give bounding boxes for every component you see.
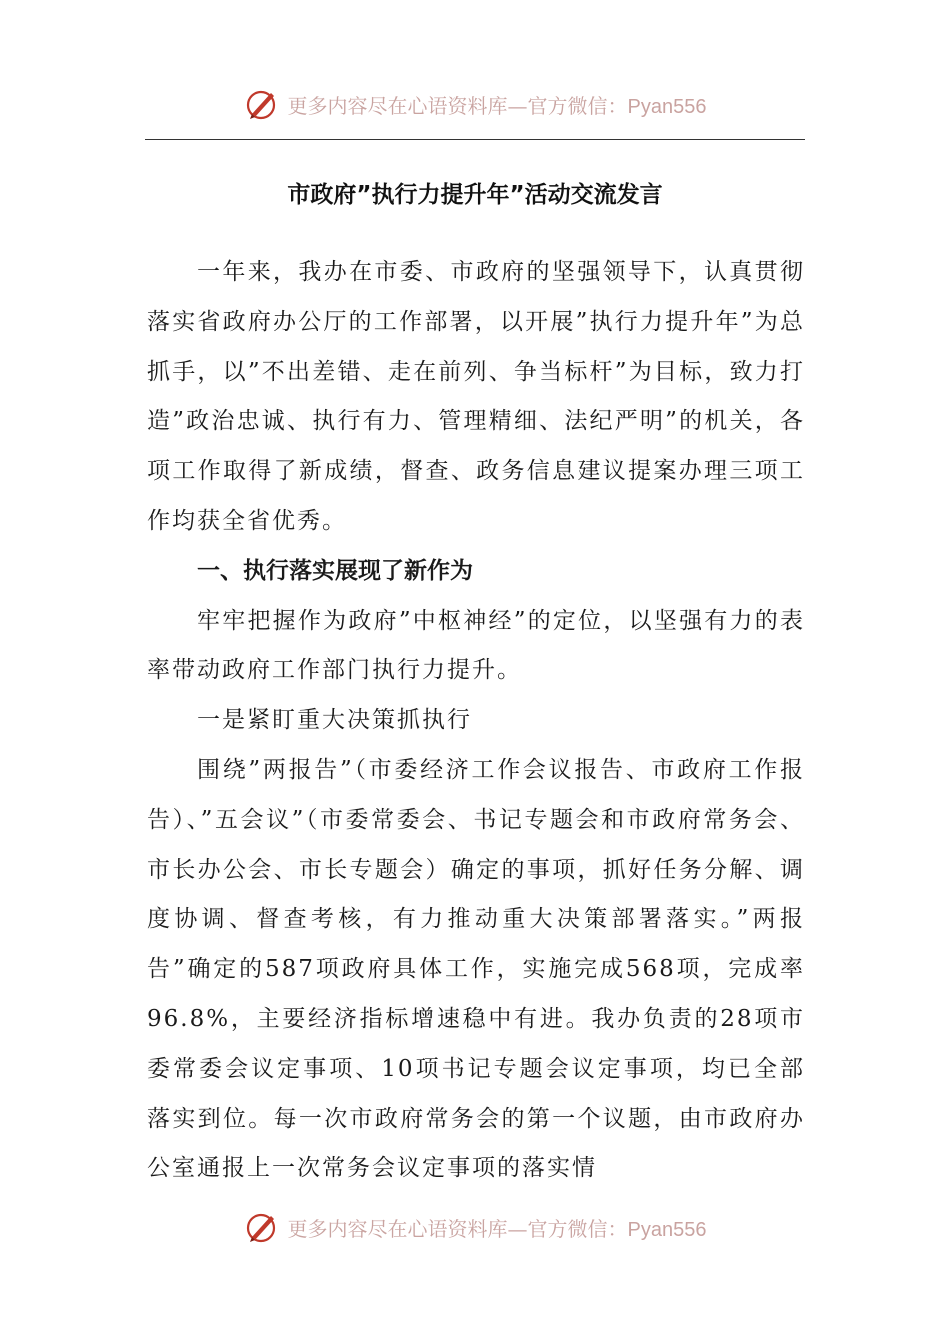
paragraph-intro: 一年来，我办在市委、市政府的坚强领导下，认真贯彻落实省政府办公厅的工作部署，以开展”执行力提升年”为总抓手，以”不出差错、走在前列、争当标杆”为目标，致力打造”政治忠诚、执行有力、管理精细、法纪严明”的机关，各项工作取得了新成绩，督查、政务信息建议提案办理三项工作均获全省优秀。	[147, 259, 805, 534]
pen-logo-icon	[244, 86, 280, 122]
paragraph-section-intro: 牢牢把握作为政府”中枢神经”的定位，以坚强有力的表率带动政府工作部门执行力提升。	[147, 607, 805, 684]
paragraph-detail: 围绕”两报告”（市委经济工作会议报告、市政府工作报告）、”五会议”（市委常委会、书记专题会和市政府常务会、市长办公会、市长专题会）确定的事项，抓好任务分解、调度协调、督查考核，有力推动重大决策部署落实。”两报告”确定的587项政府具体工作，实施完成568项，完成率96.8%，主要经济指标增速稳中有进。我办负责的28项市委常委会议定事项、10项书记专题会议定事项，均已全部落实到位。每一次市政府常务会的第一个议题，由市政府办公室通报上一次常务会议定事项的落实情	[147, 756, 805, 1182]
document-body	[147, 248, 805, 1194]
header-banner	[0, 84, 950, 124]
footer-banner	[0, 1207, 950, 1247]
subheading: 一是紧盯重大决策抓执行	[197, 707, 472, 734]
header-rule	[145, 139, 805, 140]
banner-text: 更多内容尽在心语资料库—官方微信：Pyan556	[287, 1216, 707, 1241]
section-heading: 一、执行落实展现了新作为	[197, 557, 473, 584]
banner-text: 更多内容尽在心语资料库—官方微信：Pyan556	[287, 93, 707, 118]
pen-logo-icon	[244, 1209, 280, 1245]
document-title: 市政府”执行力提升年”活动交流发言	[287, 182, 663, 208]
